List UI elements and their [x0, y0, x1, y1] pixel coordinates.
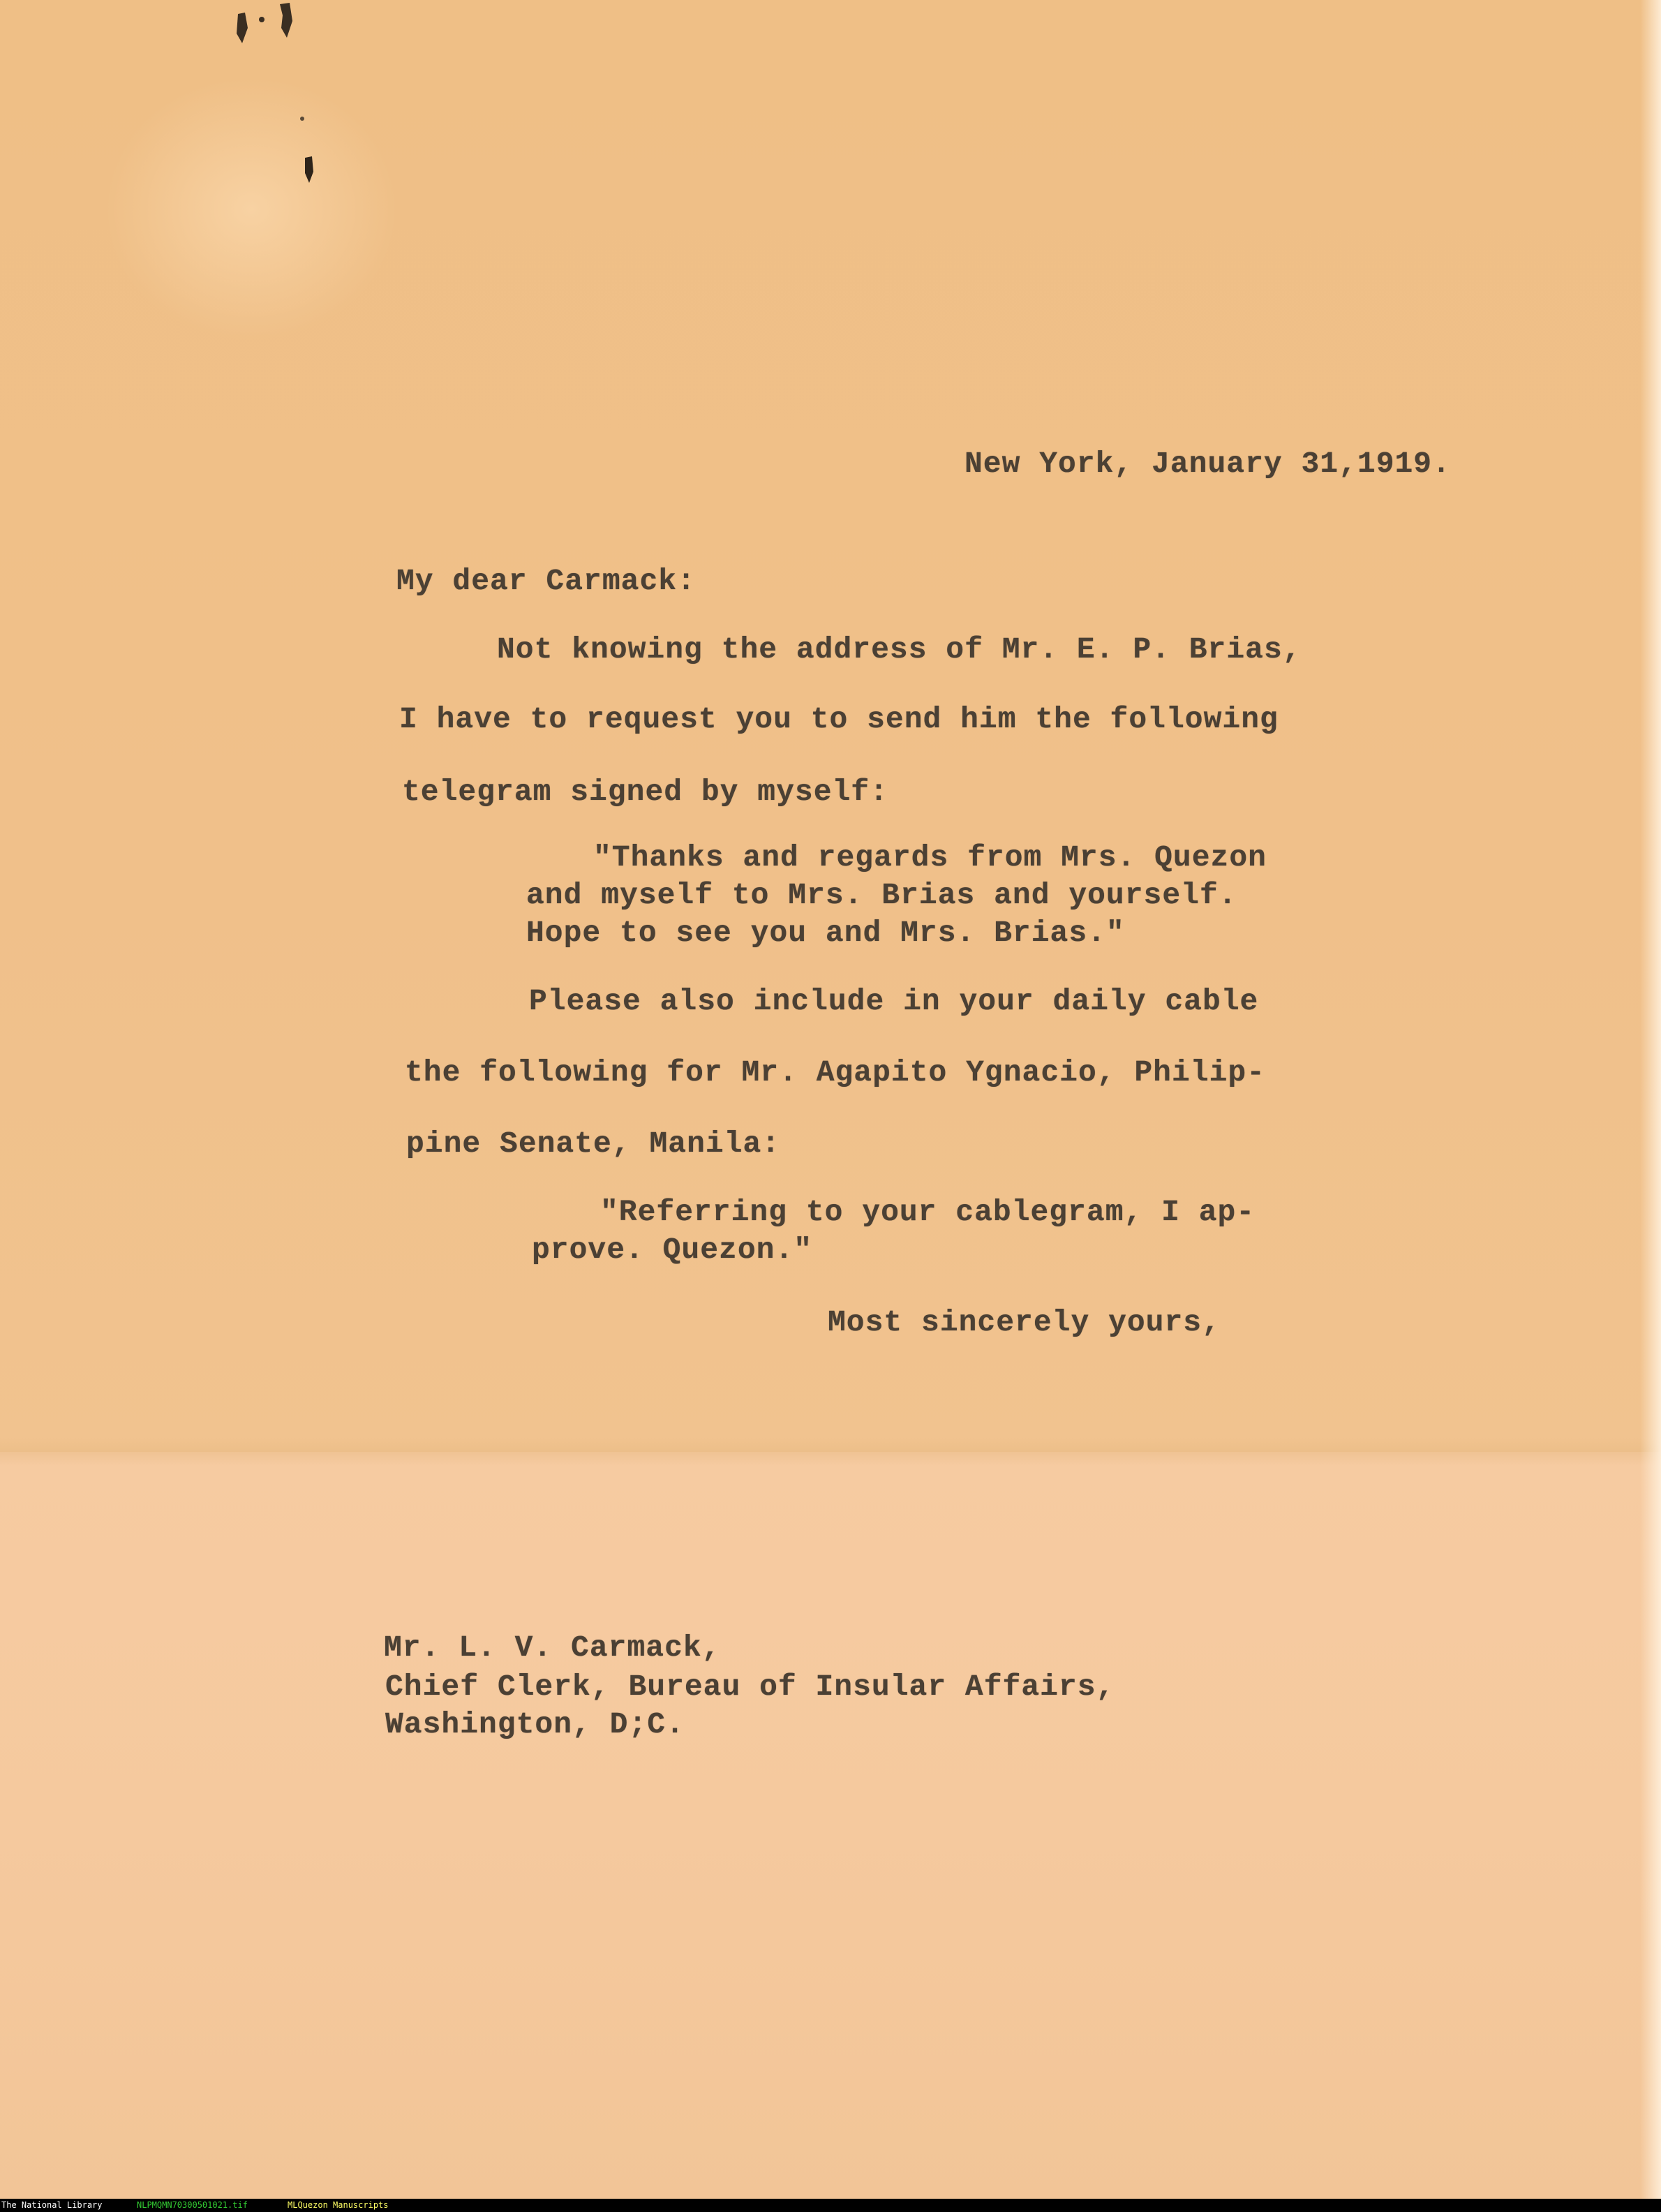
ink-blot-marks	[220, 0, 332, 209]
telegram-2-line-1: "Referring to your cablegram, I ap-	[600, 1195, 1256, 1229]
telegram-1-line-1: "Thanks and regards from Mrs. Quezon	[593, 840, 1267, 875]
scan-footer-bar	[0, 2199, 1661, 2212]
recipient-name: Mr. L. V. Carmack,	[384, 1631, 721, 1665]
footer-library: The National Library	[1, 2200, 103, 2210]
dateline: New York, January 31,1919.	[964, 447, 1451, 481]
paper-fold-crease	[0, 1438, 1661, 1466]
paragraph-2-line-1: Please also include in your daily cable	[529, 984, 1259, 1018]
recipient-title: Chief Clerk, Bureau of Insular Affairs,	[385, 1670, 1115, 1704]
paragraph-1-line-2: I have to request you to send him the following	[399, 702, 1279, 736]
paragraph-2-line-2: the following for Mr. Agapito Ygnacio, Philip-	[405, 1055, 1265, 1090]
paper-right-edge	[1640, 0, 1661, 2199]
footer-file-id: NLPMQMN70300501021.tif	[137, 2200, 248, 2210]
footer-collection: MLQuezon Manuscripts	[288, 2200, 389, 2210]
telegram-2-line-2: prove. Quezon."	[532, 1233, 813, 1267]
telegram-1-line-2: and myself to Mrs. Brias and yourself.	[526, 878, 1237, 912]
closing: Most sincerely yours,	[828, 1305, 1221, 1339]
recipient-city: Washington, D;C.	[385, 1707, 685, 1742]
paper-lower-tone	[0, 1452, 1661, 2199]
salutation: My dear Carmack:	[396, 564, 696, 598]
telegram-1-line-3: Hope to see you and Mrs. Brias."	[526, 916, 1125, 950]
paragraph-2-line-3: pine Senate, Manila:	[406, 1127, 781, 1161]
paragraph-1-line-3: telegram signed by myself:	[402, 775, 888, 809]
paragraph-1-line-1: Not knowing the address of Mr. E. P. Brias,	[497, 632, 1302, 667]
